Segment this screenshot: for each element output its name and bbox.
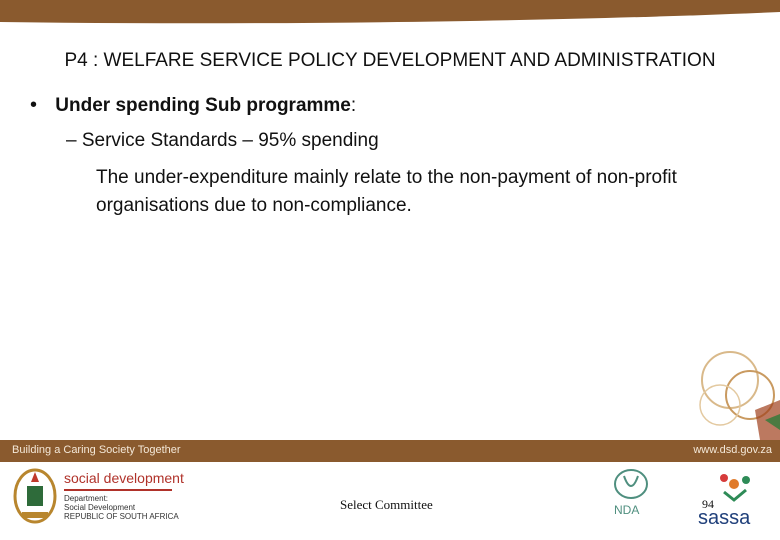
top-decorative-band [0, 0, 780, 30]
sub-bullet-item: – Service Standards – 95% spending [66, 130, 379, 151]
footer-url[interactable]: www.dsd.gov.za [693, 444, 772, 456]
dept-line-2: Social Development [64, 503, 136, 512]
bullet-label: Under spending Sub programme [55, 95, 351, 116]
department-logo [64, 470, 184, 521]
dept-line-3: REPUBLIC OF SOUTH AFRICA [64, 512, 179, 521]
dept-line-1: Department: [64, 494, 109, 503]
nda-logo-icon [612, 468, 650, 538]
body-paragraph: The under-expenditure mainly relate to the non-payment of non-profit organisations due to non-compliance. [96, 167, 677, 216]
sassa-text: sassa [698, 507, 751, 529]
slide-title: P4 : WELFARE SERVICE POLICY DEVELOPMENT AND ADMINISTRATION [64, 50, 716, 71]
decorative-rings [660, 340, 780, 440]
bullet-item [30, 94, 356, 117]
department-logo-name: social development [64, 470, 184, 486]
coat-of-arms-icon [12, 468, 58, 524]
footer-slogan: Building a Caring Society Together [12, 444, 181, 456]
bullet-colon: : [350, 95, 357, 116]
footer-committee-label: Select Committee [340, 497, 433, 512]
sassa-logo-icon [694, 470, 768, 536]
nda-text: NDA [614, 503, 640, 517]
logo-divider [64, 489, 172, 491]
footer-bar [0, 440, 780, 462]
bullet-dot: • [30, 94, 38, 116]
page-number: 94 [702, 497, 714, 511]
